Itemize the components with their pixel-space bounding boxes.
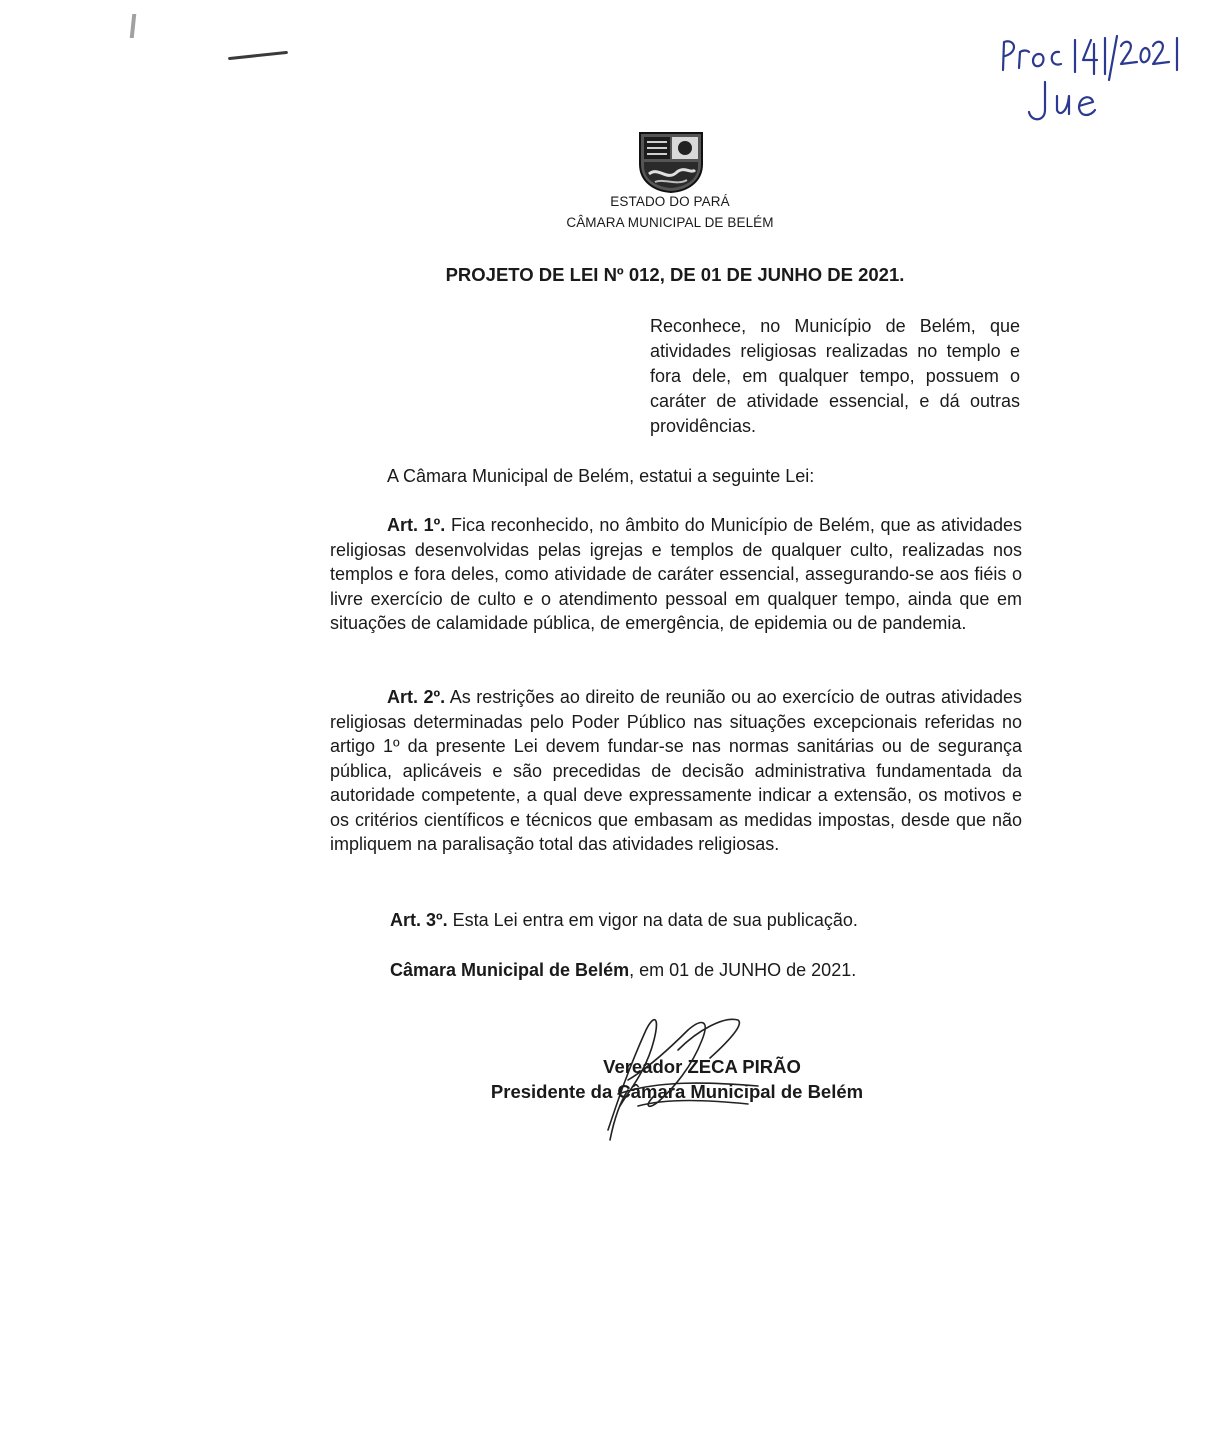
belem-coat-of-arms-emblem: [637, 130, 705, 194]
handwritten-protocol-note: [995, 30, 1195, 130]
article-1-text: Fica reconhecido, no âmbito do Município de Belém, que as atividades religiosas desenvolvidas pelas igrejas e templos de qualquer culto, realizadas nos templos e fora deles, como atividade de caráter essencial, assegurando-se aos fiéis o livre exercício de culto e o atendimento pessoal em qualquer tempo, ainda que em situações de calamidade pública, de emergência, de epidemia ou de pandemia.: [330, 515, 1022, 633]
signatory-role: Presidente da Câmara Municipal de Belém: [490, 1081, 864, 1102]
state-name: ESTADO DO PARÁ: [610, 194, 730, 209]
article-3: [330, 908, 1022, 933]
article-1-label: Art. 1º.: [387, 515, 446, 535]
bill-summary: Reconhece, no Município de Belém, que atividades religiosas realizadas no templo e fora dele, em qualquer tempo, possuem o caráter de atividade essencial, e dá outras providências.: [650, 316, 1020, 436]
article-1: [330, 513, 1022, 636]
chamber-name: CÂMARA MUNICIPAL DE BELÉM: [566, 215, 774, 230]
signatory-name: Vereador ZECA PIRÃO: [603, 1056, 801, 1077]
enacting-clause: A Câmara Municipal de Belém, estatui a seguinte Lei:: [387, 466, 815, 486]
scan-mark: [130, 14, 137, 38]
handwritten-signature: [598, 1010, 768, 1145]
article-3-text: Esta Lei entra em vigor na data de sua publicação.: [452, 910, 858, 930]
closing-place: Câmara Municipal de Belém: [390, 960, 630, 980]
bill-title: PROJETO DE LEI Nº 012, DE 01 DE JUNHO DE 2021.: [445, 264, 905, 285]
closing-date: , em 01 de JUNHO de 2021.: [629, 960, 857, 980]
article-3-label: Art. 3º.: [390, 910, 448, 930]
pen-mark: [228, 51, 288, 60]
article-2-text: As restrições ao direito de reunião ou ao exercício de outras atividades religiosas determinadas pelo Poder Público nas situações excepcionais referidas no artigo 1º da presente Lei devem fundar-se nas normas sanitárias ou de segurança pública, aplicáveis e são precedidas de decisão administrativa fundamentada da autoridade competente, a qual deve expressamente indicar a extensão, os motivos e os critérios científicos e técnicos que embasam as medidas impostas, desde que não impliquem na paralisação total das atividades religiosas.: [330, 687, 1023, 854]
article-2-label: Art. 2º.: [387, 687, 446, 707]
article-2: [330, 685, 1022, 857]
closing-line: [330, 958, 1022, 983]
